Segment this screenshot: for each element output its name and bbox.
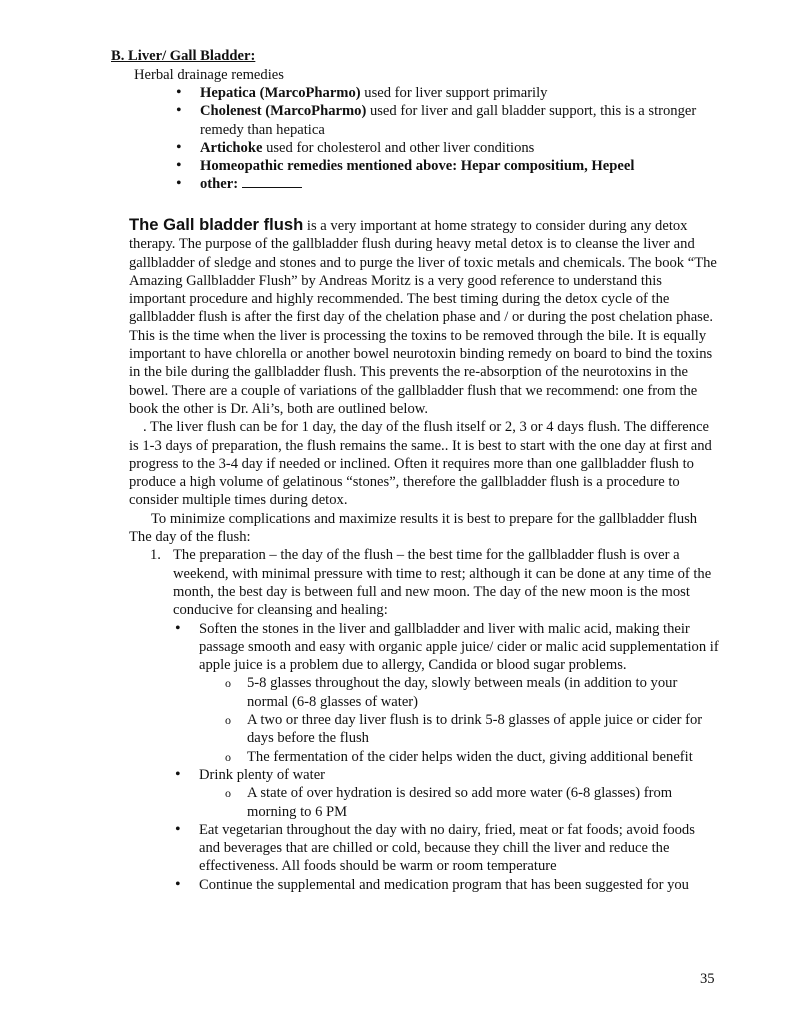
remedy-name: other: <box>200 176 242 193</box>
sub-bullet-text: 5-8 glasses throughout the day, slowly between meals (in addition to your normal (6-8 glasses of water) <box>247 675 678 710</box>
steps-list <box>129 546 719 894</box>
list-item <box>175 875 719 894</box>
flush-duration-paragraph: . The liver flush can be for 1 day, the day of the flush itself or 2, 3 or 4 days flush. The difference is 1-3 days of preparation, the flush remains the same.. It is best to start with the one day at first and progress to the 3-4 day if needed or inclined. Often it requires more than one gallbladder flush to produce a high volume of gelatinous “stones”, therefore the gallbladder flush is a procedure to consider multiple times during detox. <box>129 419 712 509</box>
sub-bullets <box>225 674 719 765</box>
sub-bullets <box>225 784 719 821</box>
sub-bullet-text: The fermentation of the cider helps widen the duct, giving additional benefit <box>247 748 693 765</box>
flush-prep-paragraph: To minimize complications and maximize results it is best to prepare for the gallbladder flush The day of the flush: <box>129 510 698 546</box>
bullet-icon: • <box>175 765 181 783</box>
circle-bullet-icon: o <box>225 749 231 764</box>
bullet-text: Eat vegetarian throughout the day with no dairy, fried, meat or fat foods; avoid foods and beverages that are chilled or cold, because they chill the liver and reduce the effectiveness. All foods should be warm or room temperature <box>199 821 695 875</box>
bullet-icon: • <box>175 875 181 893</box>
flush-lead-title: The Gall bladder flush <box>129 215 304 234</box>
remedy-desc: used for cholesterol and other liver conditions <box>262 139 535 156</box>
bullet-icon: • <box>175 820 181 838</box>
bullet-text: Drink plenty of water <box>199 766 326 783</box>
list-item <box>175 619 719 766</box>
list-item <box>200 157 715 175</box>
bullet-text: Continue the supplemental and medication program that has been suggested for you <box>199 876 689 893</box>
flush-intro-text: is a very important at home strategy to consider during any detox therapy. The purpose of the gallbladder flush during heavy metal detox is to cleanse the liver and gallbladder of sledge and stones and to purge the liver of toxic metals and chemicals. The book “The Amazing Gallbladder Flush” by Andreas Moritz is a very good reference to understand this important procedure and highly recommended. The best timing during the detox cycle of the gallbladder flush is after the first day of the chelation phase and / or during the post chelation phase. This is the time when the liver is processing the toxins to be removed through the bile. It is equally important to have chlorella or another bowel neurotoxin binding remedy on board to bind the toxins in the bile during the gallbladder flush. This prevents the re-absorption of the neurotoxins in the bowel. There are a couple of variations of the gallbladder flush that we recommend: one from the book the other is Dr. Ali’s, both are outlined below. <box>129 218 717 417</box>
step-item <box>129 546 719 894</box>
remedy-name: Hepatica (MarcoPharmo) <box>200 85 361 101</box>
prep-bullets <box>175 619 719 894</box>
bullet-text: Soften the stones in the liver and gallbladder and liver with malic acid, making their passage smooth and easy with organic apple juice/ cider or malic acid supplementation if apple juice is a problem due to allergy, Candida or blood sugar problems. <box>199 620 719 674</box>
remedy-name: Artichoke <box>200 139 263 156</box>
remedy-name: Homeopathic remedies mentioned above: Hepar compositium, Hepeel <box>200 158 635 175</box>
remedy-desc: used for liver and gall bladder support, this is a stronger remedy than hepatica <box>200 103 697 138</box>
flush-section <box>129 216 719 894</box>
sub-bullet-text: A state of over hydration is desired so add more water (6-8 glasses) from morning to 6 PM <box>247 785 673 820</box>
step-number: 1. <box>150 547 161 564</box>
list-item <box>225 784 719 821</box>
circle-bullet-icon: o <box>225 713 231 728</box>
sub-bullet-text: A two or three day liver flush is to drink 5-8 glasses of apple juice or cider for days before the flush <box>247 712 703 747</box>
list-item <box>225 748 719 766</box>
remedies-list <box>200 84 715 194</box>
list-item <box>200 102 715 139</box>
list-item <box>225 674 719 711</box>
list-item <box>175 820 719 876</box>
flush-intro-paragraph <box>129 216 719 418</box>
section-heading: B. Liver/ Gall Bladder: <box>111 48 256 64</box>
remedy-name: Cholenest (MarcoPharmo) <box>200 103 367 120</box>
list-item <box>175 765 719 821</box>
page-number: 35 <box>700 971 715 987</box>
step-text: The preparation – the day of the flush – the best time for the gallbladder flush is over a weekend, with minimal pressure with time to rest; although it can be done at any time of the month, the best day is between full and new moon. The day of the new moon is the most conducive for cleansing and healing: <box>173 547 712 619</box>
blank-line <box>242 175 302 188</box>
remedy-desc: used for liver support primarily <box>360 85 548 101</box>
section-subheading: Herbal drainage remedies <box>134 67 284 83</box>
list-item <box>200 139 715 157</box>
circle-bullet-icon: o <box>225 786 231 801</box>
bullet-icon: • <box>175 619 181 637</box>
circle-bullet-icon: o <box>225 676 231 691</box>
list-item <box>200 175 715 193</box>
list-item <box>200 84 715 102</box>
list-item <box>225 711 719 748</box>
